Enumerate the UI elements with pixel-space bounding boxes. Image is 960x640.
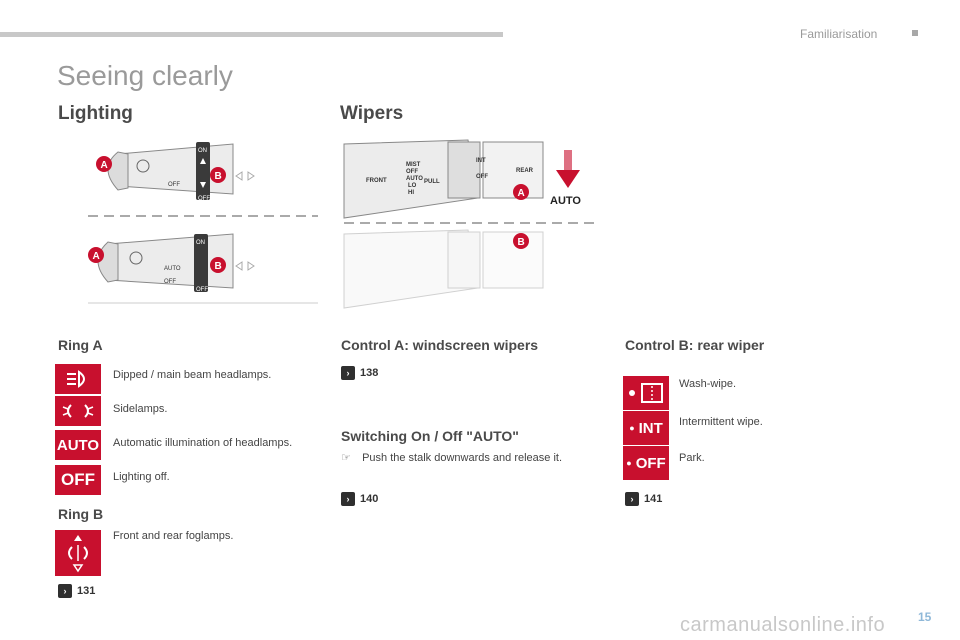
svg-text:OFF: OFF — [406, 169, 418, 175]
control-b-item-3-text: Park. — [679, 452, 705, 464]
svg-text:OFF: OFF — [476, 174, 488, 180]
auto-push-arrow — [550, 150, 581, 207]
stalk2-label-off-a: OFF — [164, 279, 176, 285]
svg-text:AUTO: AUTO — [406, 176, 423, 182]
ref-140-number: 140 — [360, 493, 379, 505]
page-title: Seeing clearly — [57, 60, 233, 91]
wiper-control-a-marker — [513, 184, 529, 200]
ring-b-marker-upper — [210, 167, 226, 183]
control-b-item-1-text: Wash-wipe. — [679, 378, 737, 390]
page-ref-icon: › — [58, 584, 72, 598]
switching-bullet — [341, 451, 562, 464]
svg-text:B: B — [214, 171, 222, 182]
header-rule — [0, 32, 503, 37]
dot-icon: ● — [629, 423, 635, 433]
page-ref-icon: › — [341, 366, 355, 380]
svg-text:PULL: PULL — [424, 179, 440, 185]
svg-text:A: A — [517, 188, 525, 199]
stalk2-label-on: ON — [196, 240, 205, 246]
auto-icon: AUTO — [55, 430, 101, 460]
off-rear-icon — [623, 446, 669, 480]
page-ref-icon: › — [341, 492, 355, 506]
control-a-heading: Control A: windscreen wipers — [341, 337, 539, 353]
section-tag: Familiarisation — [800, 27, 878, 41]
sidelamps-icon — [55, 396, 101, 426]
ref-138[interactable] — [341, 366, 378, 380]
ref-141-number: 141 — [644, 493, 663, 505]
lighting-stalk-lower — [88, 234, 318, 303]
wiper-control-b-marker — [513, 233, 529, 249]
svg-text:REAR: REAR — [516, 168, 534, 174]
wipers-heading: Wipers — [340, 103, 404, 124]
ring-a-item-1-text: Dipped / main beam headlamps. — [113, 369, 272, 381]
switching-heading: Switching On / Off "AUTO" — [341, 428, 519, 444]
svg-text:INT: INT — [476, 158, 486, 164]
main-beam-icon — [55, 364, 101, 394]
svg-text:AUTO: AUTO — [550, 195, 581, 207]
svg-text:A: A — [92, 251, 100, 262]
stalk2-label-auto: AUTO — [164, 266, 181, 272]
switching-bullet-text: Push the stalk downwards and release it. — [362, 452, 563, 464]
svg-text:B: B — [214, 261, 222, 272]
lighting-stalk-illustration — [58, 138, 318, 308]
svg-text:LO: LO — [408, 183, 417, 189]
ref-131[interactable] — [58, 584, 95, 598]
dot-icon: ● — [626, 458, 632, 468]
wiper-stalk-illustration — [338, 138, 603, 313]
int-icon — [623, 411, 669, 445]
stalk1-label-on: ON — [198, 148, 207, 154]
ref-131-number: 131 — [77, 585, 96, 597]
svg-text:A: A — [100, 160, 108, 171]
ref-140[interactable] — [341, 492, 378, 506]
stalk1-label-off-b: OFF — [198, 196, 210, 202]
svg-text:HI: HI — [408, 190, 414, 196]
ref-141[interactable] — [625, 492, 662, 506]
off-icon: OFF — [55, 465, 101, 495]
ring-a-item-2-text: Sidelamps. — [113, 403, 168, 415]
foglamps-icon — [55, 530, 101, 576]
page-ref-icon: › — [625, 492, 639, 506]
lighting-heading: Lighting — [58, 103, 133, 124]
watermark: carmanualsonline.info — [680, 614, 886, 636]
control-b-item-2-text: Intermittent wipe. — [679, 416, 763, 428]
stalk1-label-off-a: OFF — [168, 182, 180, 188]
svg-text:B: B — [517, 237, 525, 248]
wash-wipe-icon — [623, 376, 669, 410]
ring-a-item-3-text: Automatic illumination of headlamps. — [113, 437, 293, 449]
ring-a-item-4-text: Lighting off. — [113, 471, 170, 483]
ref-138-number: 138 — [360, 367, 379, 379]
ring-b-item-1-text: Front and rear foglamps. — [113, 530, 234, 542]
ring-b-heading: Ring B — [58, 506, 104, 522]
wiper-stalk-upper — [344, 140, 543, 218]
svg-text:MIST: MIST — [406, 162, 421, 168]
ring-a-marker-lower — [88, 247, 104, 263]
int-label: INT — [638, 419, 663, 437]
section-marker — [912, 30, 918, 36]
page-number: 15 — [918, 610, 932, 624]
off-label: OFF — [635, 454, 666, 472]
ring-a-heading: Ring A — [58, 337, 103, 353]
ring-b-marker-lower — [210, 257, 226, 273]
ring-a-marker-upper — [96, 156, 112, 172]
lighting-stalk-upper — [88, 142, 318, 216]
svg-text:FRONT: FRONT — [366, 178, 387, 184]
stalk2-label-off-b: OFF — [196, 287, 208, 293]
pointer-icon: ☞ — [341, 452, 351, 464]
control-b-heading: Control B: rear wiper — [625, 337, 765, 353]
